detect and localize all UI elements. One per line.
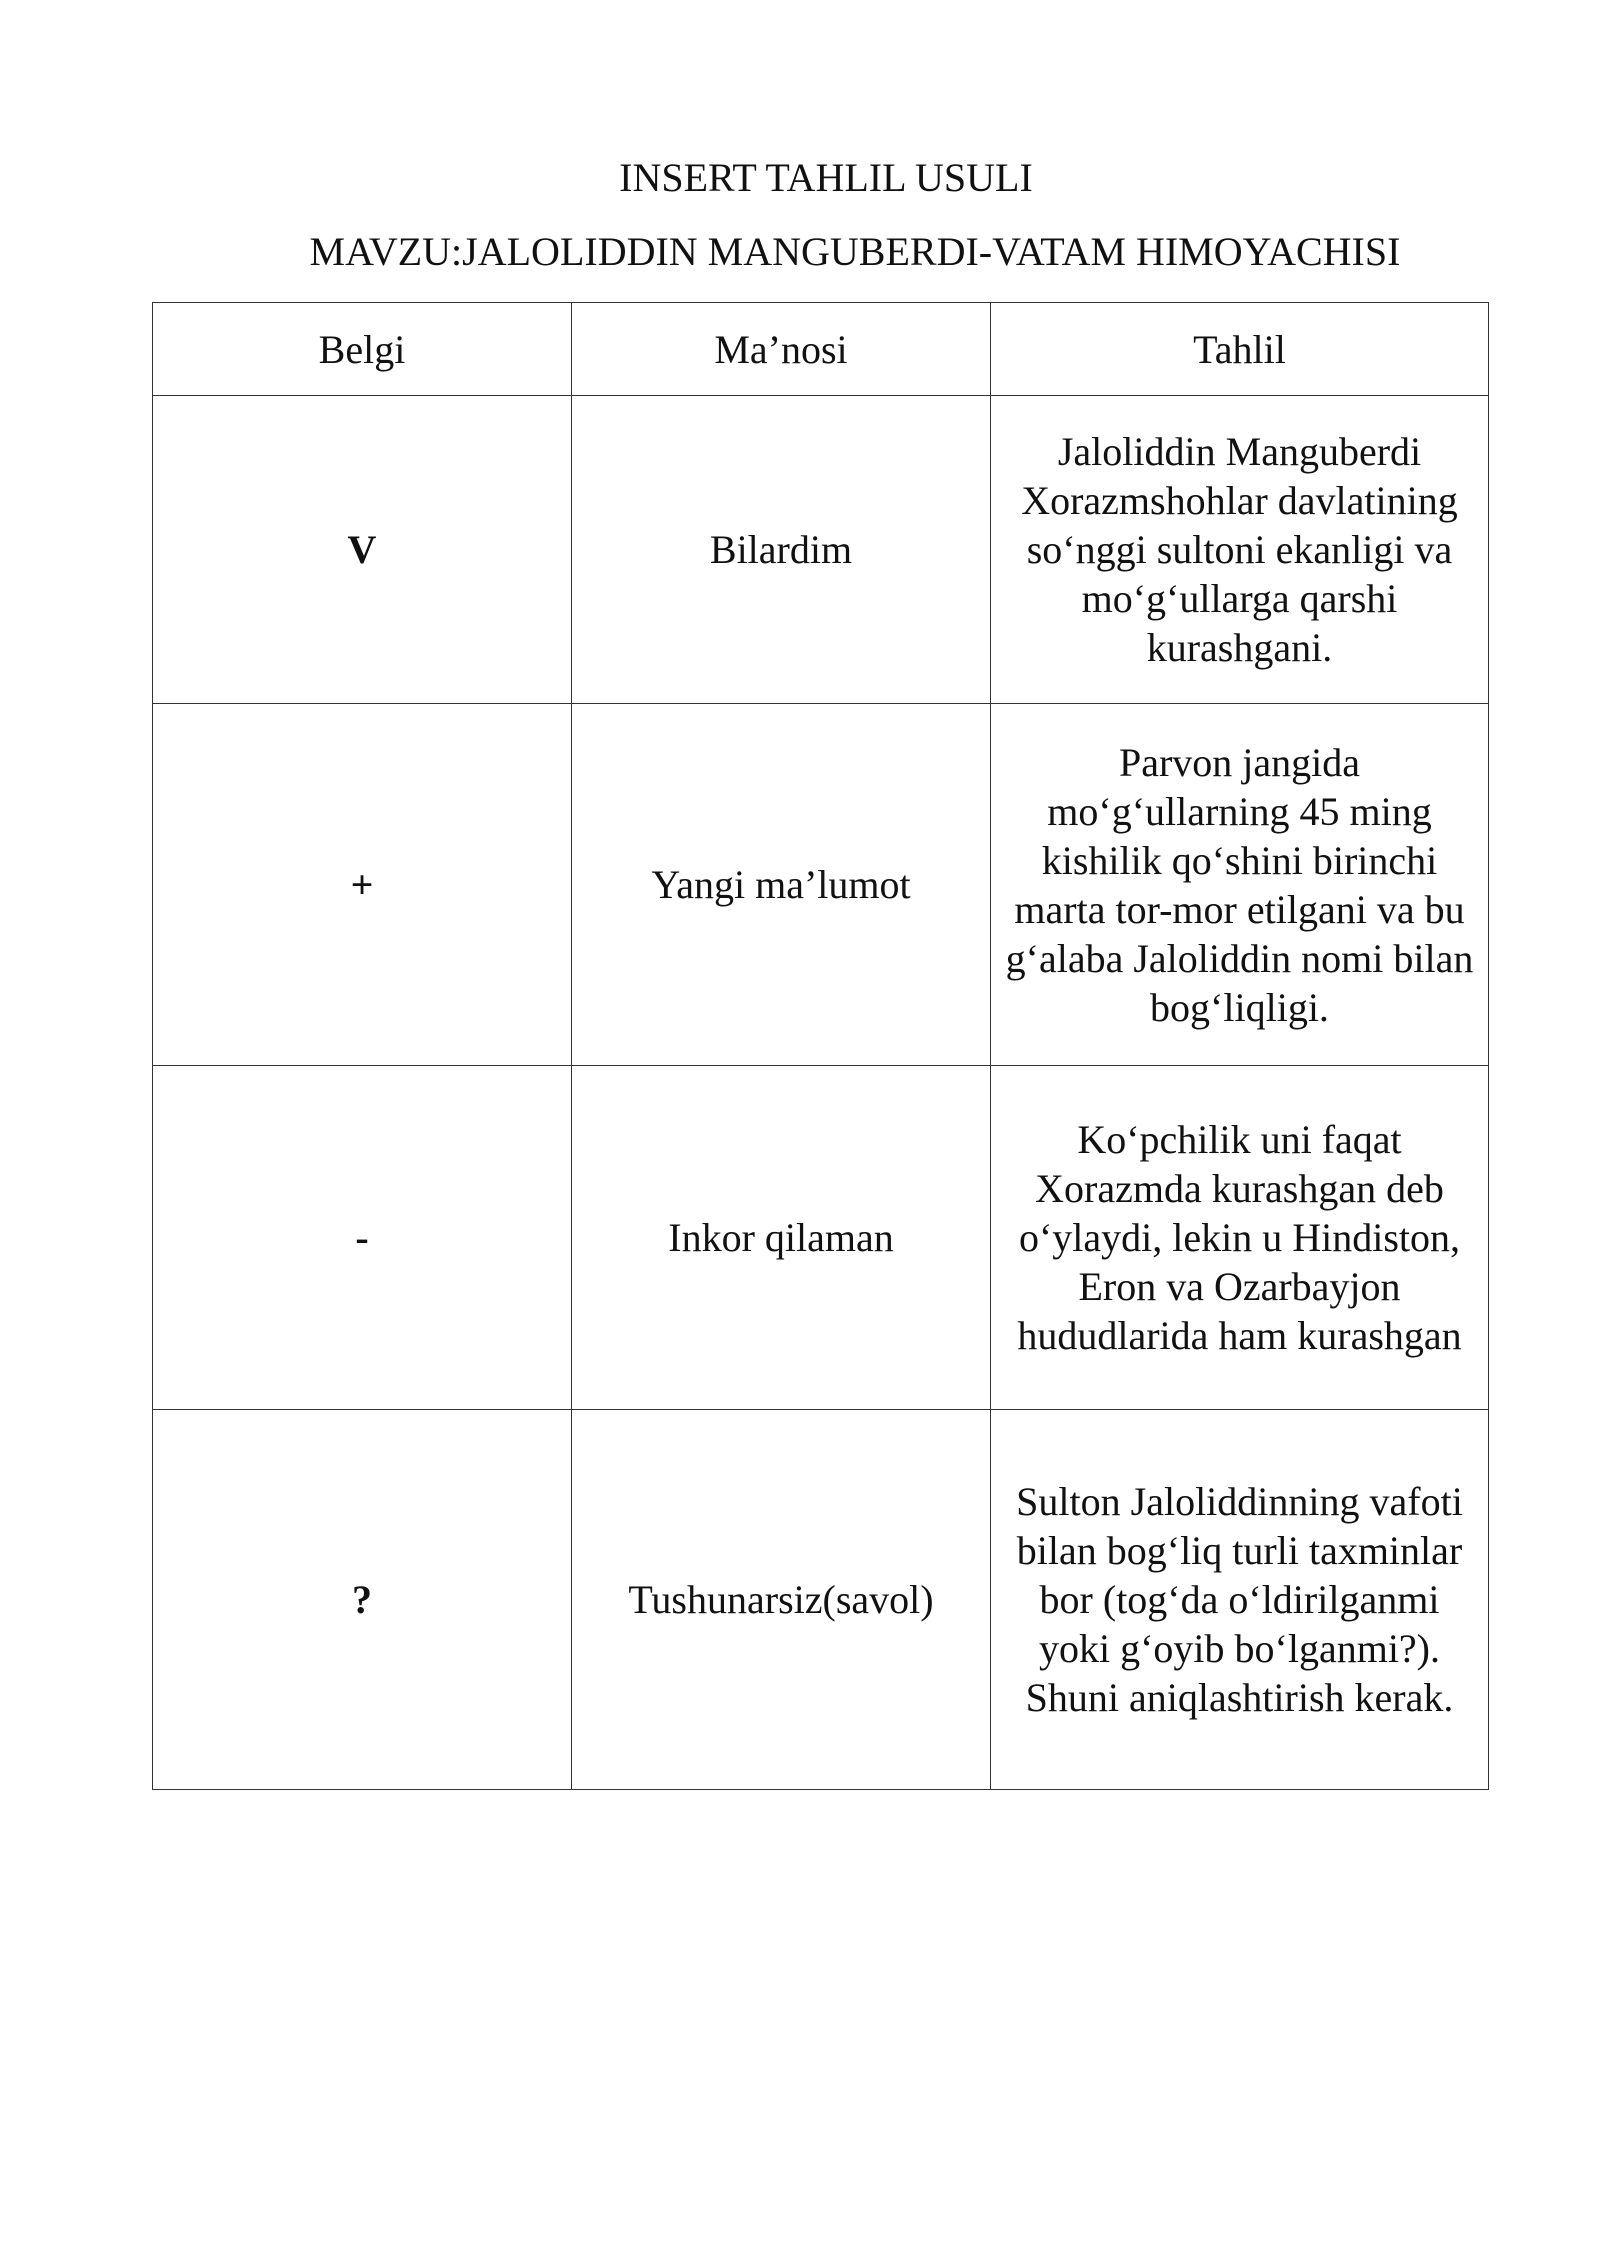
- row-sign: V: [153, 396, 572, 704]
- row-analysis: Parvon jangida mo‘g‘ullarning 45 ming kishilik qo‘shini birinchi marta tor-mor etilgani va bu g‘alaba Jaloliddin nomi bilan bog‘liqligi.: [991, 704, 1489, 1066]
- row-analysis: Sulton Jaloliddinning vafoti bilan bog‘liq turli taxminlar bor (tog‘da o‘ldirilganmi yoki g‘oyib bo‘lganmi?). Shuni aniqlashtirish kerak.: [991, 1410, 1489, 1790]
- row-meaning: Yangi ma’lumot: [572, 704, 991, 1066]
- document-title: INSERT TAHLIL USULI: [619, 155, 1033, 200]
- row-analysis: Jaloliddin Manguberdi Xorazmshohlar davlatining so‘nggi sultoni ekanligi va mo‘g‘ullarga qarshi kurashgani.: [991, 396, 1489, 704]
- header-meaning: Ma’nosi: [572, 303, 991, 396]
- table-row: [153, 1410, 1489, 1790]
- row-meaning: Tushunarsiz(savol): [572, 1410, 991, 1790]
- row-sign: ?: [153, 1410, 572, 1790]
- table-row: [153, 1066, 1489, 1410]
- header-analysis: Tahlil: [991, 303, 1489, 396]
- table-row: [153, 396, 1489, 704]
- insert-table: [152, 302, 1489, 1790]
- table-row: [153, 704, 1489, 1066]
- row-sign: +: [153, 704, 572, 1066]
- header-sign: Belgi: [153, 303, 572, 396]
- document-topic: MAVZU:JALOLIDDIN MANGUBERDI-VATAM HIMOYACHISI: [309, 229, 1401, 274]
- row-sign: -: [153, 1066, 572, 1410]
- row-analysis: Ko‘pchilik uni faqat Xorazmda kurashgan deb o‘ylaydi, lekin u Hindiston, Eron va Ozarbayjon hududlarida ham kurashgan: [991, 1066, 1489, 1410]
- row-meaning: Inkor qilaman: [572, 1066, 991, 1410]
- table-header-row: [153, 303, 1489, 396]
- row-meaning: Bilardim: [572, 396, 991, 704]
